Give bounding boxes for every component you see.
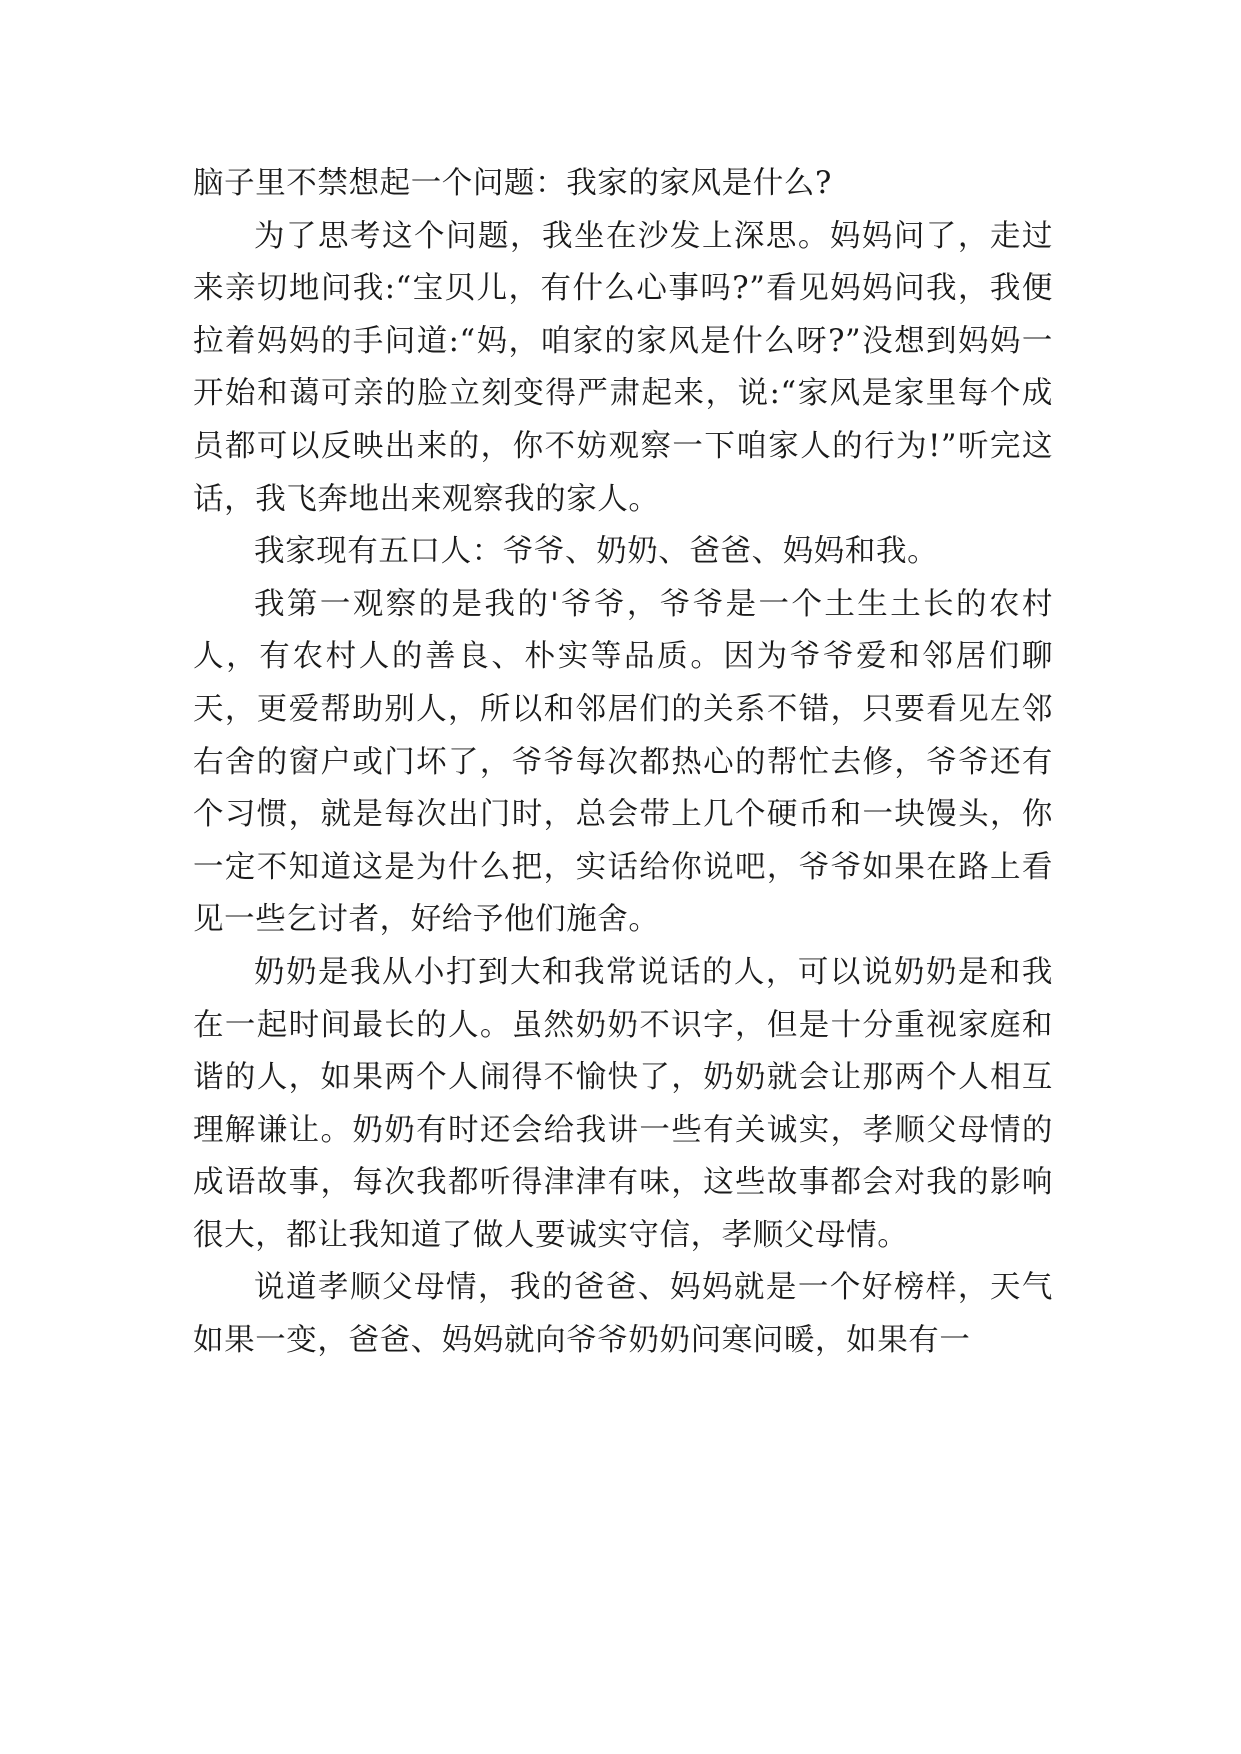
paragraph-1: 脑子里不禁想起一个问题：我家的家风是什么?	[193, 166, 832, 201]
essay-body	[193, 158, 1053, 1368]
paragraph-5: 奶奶是我从小打到大和我常说话的人，可以说奶奶是和我在一起时间最长的人。虽然奶奶不识字，但是十分重视家庭和谐的人，如果两个人闹得不愉快了，奶奶就会让那两个人相互理解谦让。奶奶有时还会给我讲一些有关诚实，孝顺父母情的成语故事，每次我都听得津津有味，这些故事都会对我的影响很大，都让我知道了做人要诚实守信，孝顺父母情。	[193, 954, 1053, 1253]
paragraph-3: 我家现有五口人：爷爷、奶奶、爸爸、妈妈和我。	[254, 534, 939, 570]
paragraph-4: 我第一观察的是我的'爷爷，爷爷是一个土生土长的农村人，有农村人的善良、朴实等品质。因为爷爷爱和邻居们聊天，更爱帮助别人，所以和邻居们的关系不错，只要看见左邻右舍的窗户或门坏了，爷爷每次都热心的帮忙去修，爷爷还有个习惯，就是每次出门时，总会带上几个硬币和一块馒头，你一定不知道这是为什么把，实话给你说吧，爷爷如果在路上看见一些乞讨者，好给予他们施舍。	[193, 586, 1053, 938]
paragraph-6: 说道孝顺父母情，我的爸爸、妈妈就是一个好榜样，天气如果一变，爸爸、妈妈就向爷爷奶奶问寒问暖，如果有一	[193, 1270, 1053, 1359]
paragraph-2: 为了思考这个问题，我坐在沙发上深思。妈妈问了，走过来亲切地问我:“宝贝儿，有什么心事吗?”看见妈妈问我，我便拉着妈妈的手问道:“妈，咱家的家风是什么呀?”没想到妈妈一开始和蔼可亲的脸立刻变得严肃起来，说:“家风是家里每个成员都可以反映出来的，你不妨观察一下咱家人的行为!”听完这话，我飞奔地出来观察我的家人。	[193, 218, 1053, 517]
